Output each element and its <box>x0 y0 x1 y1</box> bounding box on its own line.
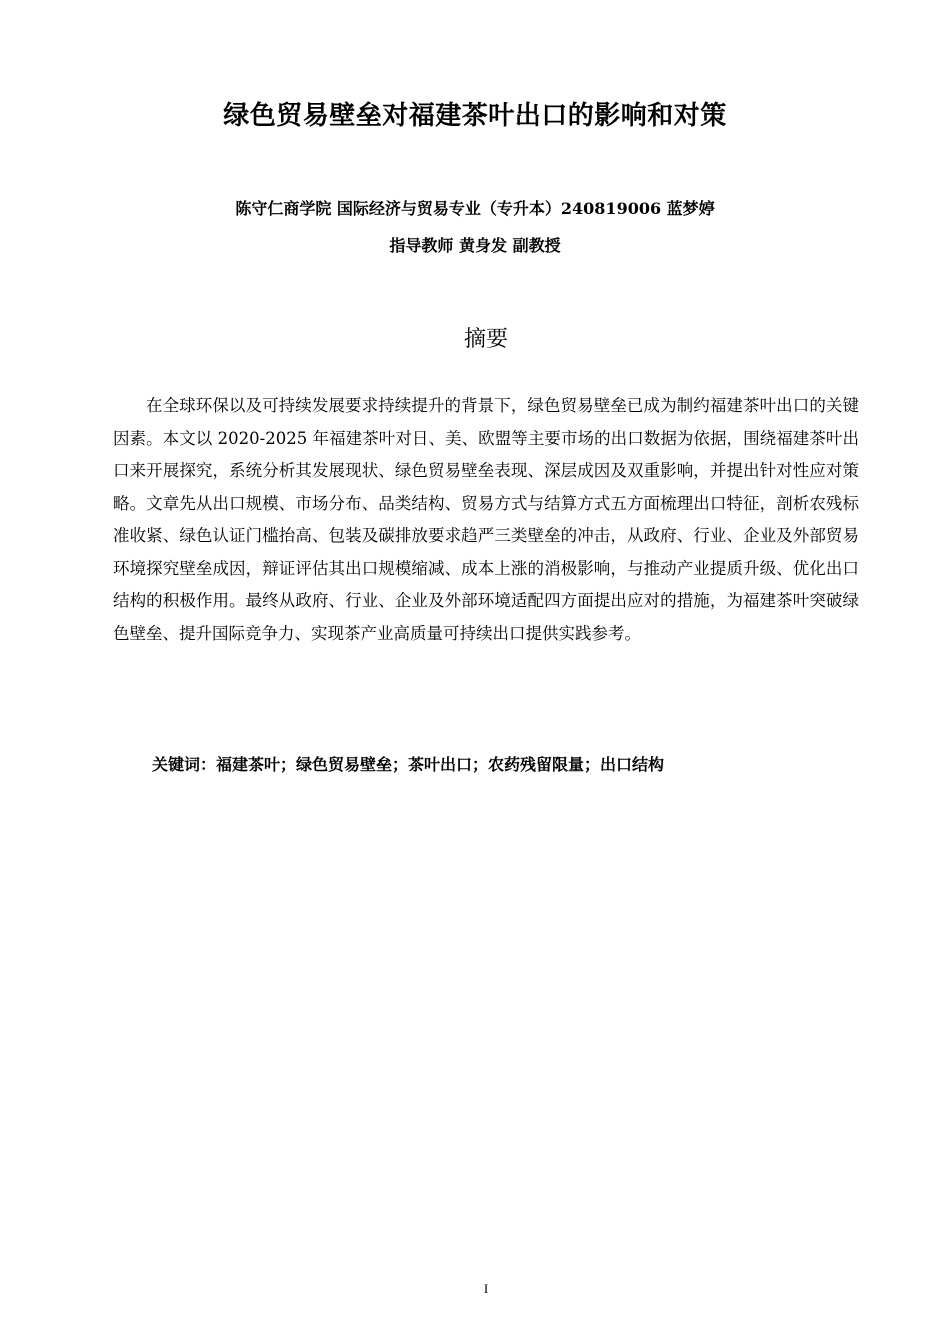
page-number: I <box>483 1281 489 1296</box>
page-title: 绿色贸易壁垒对福建茶叶出口的影响和对策 <box>223 101 727 131</box>
keywords: 关键词：福建茶叶；绿色贸易壁垒；茶叶出口；农药残留限量；出口结构 <box>152 755 665 774</box>
advisor-info: 指导教师 黄身发 副教授 <box>389 236 561 255</box>
abstract-body: 在全球环保以及可持续发展要求持续提升的背景下，绿色贸易壁垒已成为制约福建茶叶出口的关键因素。本文以 2020-2025 年福建茶叶对日、美、欧盟等主要市场的出口数据为依据，围绕福建茶叶出口来开展探究，系统分析其发展现状、绿色贸易壁垒表现、深层成因及双重影响，并提出针对性应对策略。文章先从出口规模、市场分布、品类结构、贸易方式与结算方式五方面梳理出口特征，剖析农残标准收紧、绿色认证门槛抬高、包装及碳排放要求趋严三类壁垒的冲击，从政府、行业、企业及外部贸易环境探究壁垒成因，辩证评估其出口规模缩减、成本上涨的消极影响，与推动产业提质升级、优化出口结构的积极作用。最终从政府、行业、企业及外部环境适配四方面提出应对的措施，为福建茶叶突破绿色壁垒、提升国际竞争力、实现茶产业高质量可持续出口提供实践参考。 <box>113 396 859 643</box>
abstract-heading: 摘要 <box>463 327 508 352</box>
author-info: 陈守仁商学院 国际经济与贸易专业（专升本）240819006 蓝梦婷 <box>235 199 715 218</box>
